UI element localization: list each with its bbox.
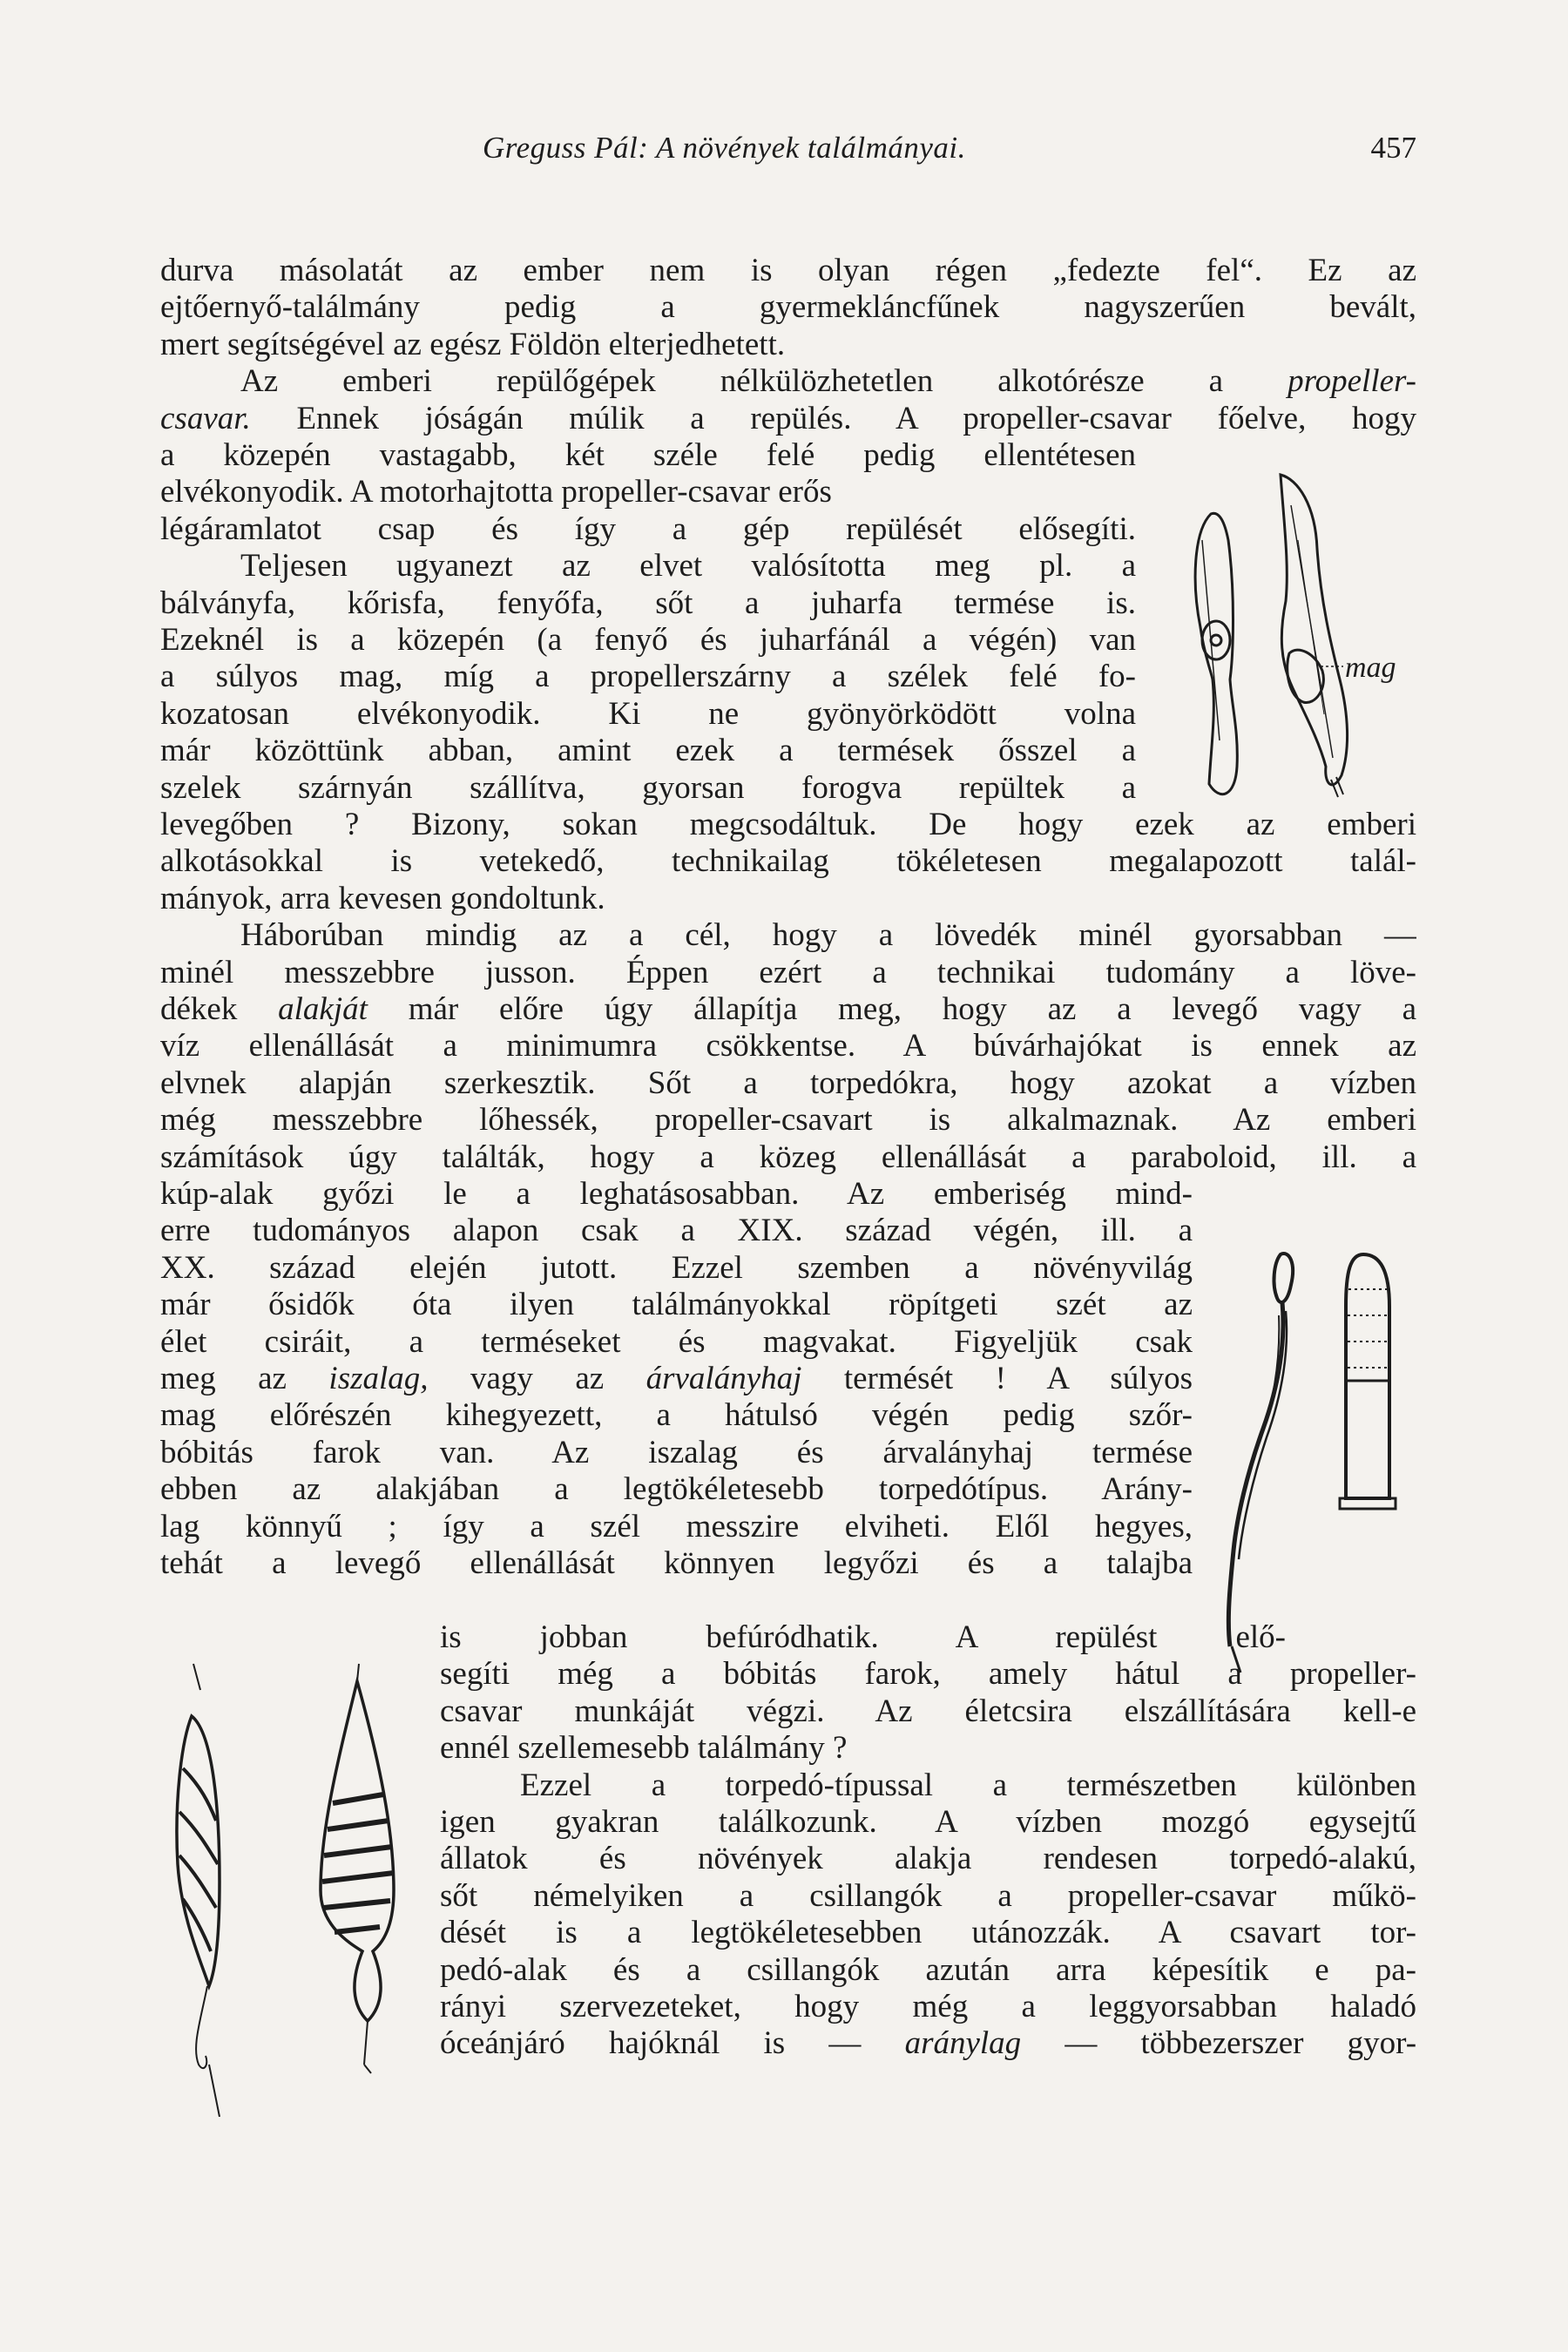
text-line: a súlyos mag, míg a propellerszárny a szélek felé fo-	[160, 659, 1136, 695]
text-line: élet csiráit, a terméseket és magvakat. Figyeljük csak	[160, 1323, 1193, 1360]
text-line: a közepén vastagabb, két széle felé pedig ellentétesen	[160, 437, 1136, 473]
text-line: víz ellenállását a minimumra csökkentse. A búvárhajókat is ennek az	[160, 1028, 1416, 1064]
text-line: ennél szellemesebb találmány ?	[440, 1730, 848, 1767]
text-line: lag könnyű ; így a szél messzire elviheti. Elől hegyes,	[160, 1508, 1193, 1544]
torpedo-seed-figure	[166, 1655, 427, 2117]
text-line: csavar. Ennek jóságán múlik a repülés. A propeller-csavar főelve, hogy	[160, 400, 1416, 436]
text-line: ebben az alakjában a legtökéletesebb torpedótípus. Arány-	[160, 1471, 1193, 1508]
text-line: sőt némelyiken a csillangók a propeller-csavar műkö-	[440, 1877, 1416, 1914]
text-line: alkotásokkal is vetekedő, technikailag tökéletesen megalapozott talál-	[160, 843, 1416, 880]
text-line: még messzebbre lőhessék, propeller-csavart is alkalmaznak. Az emberi	[160, 1102, 1416, 1139]
paragraph-parachute	[160, 253, 1416, 437]
text-line: elvnek alapján szerkesztik. Sőt a torpedókra, hogy azokat a vízben	[160, 1064, 1416, 1101]
text-line: mert segítségével az egész Földön elterjedhetett.	[160, 326, 786, 362]
torpedo-seed-illustration	[166, 1655, 427, 2117]
text-line: igen gyakran találkozunk. A vízben mozgó egysejtű	[440, 1803, 1416, 1840]
text-line: dését is a legtökéletesebben utánozzák. A csavart tor-	[440, 1915, 1416, 1951]
text-line: tehát a levegő ellenállását könnyen legyőzi és a talajba	[160, 1544, 1193, 1581]
paragraph-propeller	[160, 437, 1136, 807]
propeller-seed-illustration	[1159, 453, 1420, 828]
text-line: XX. század elején jutott. Ezzel szemben a növényvilág	[160, 1249, 1193, 1286]
text-line: dékek alakját már előre úgy állapítja meg, hogy az a levegő vagy a	[160, 990, 1416, 1027]
text-line: erre tudományos alapon csak a XIX. század végén, ill. a	[160, 1213, 1193, 1249]
text-line: már ősidők óta ilyen találmányokkal röpítgeti szét az	[160, 1287, 1193, 1323]
text-line: ejtőernyő-találmány pedig a gyermekláncfűnek nagyszerűen bevált,	[160, 289, 1416, 326]
text-line: Háborúban mindig az a cél, hogy a lövedék minél gyorsabban —	[240, 917, 1416, 954]
text-line: Teljesen ugyanezt az elvet valósította meg pl. a	[240, 548, 1136, 585]
text-line: óceánjáró hajóknál is — aránylag — többezerszer gyor-	[440, 2025, 1416, 2062]
seed-bullet-illustration	[1211, 1237, 1429, 1690]
page-header	[160, 131, 1416, 174]
text-line: pedó-alak és a csillangók azután arra képesítik e pa-	[440, 1951, 1416, 1988]
paragraph-torpedo	[160, 1176, 1193, 1582]
seed-and-bullet-figure	[1211, 1237, 1429, 1690]
text-line: Ezzel a torpedó-típussal a természetben különben	[520, 1767, 1416, 1803]
running-title: Greguss Pál: A növények találmányai.	[483, 131, 966, 165]
text-line: Ezeknél is a közepén (a fenyő és juharfánál a végén) van	[160, 621, 1136, 658]
text-line: már közöttünk abban, amint ezek a termések ősszel a	[160, 733, 1136, 769]
text-line: segíti még a bóbitás farok, amely hátul a propeller-	[440, 1656, 1416, 1693]
paragraph-war	[160, 807, 1416, 1176]
text-line: légáramlatot csap és így a gép repülését elősegíti.	[160, 510, 1136, 547]
text-line: állatok és növények alakja rendesen torpedó-alakú,	[440, 1841, 1416, 1877]
text-line: bálványfa, kőrisfa, fenyőfa, sőt a juharfa termése is.	[160, 585, 1136, 621]
text-line: is jobban befúródhatik. A repülést elő-	[440, 1619, 1286, 1655]
text-line: Az emberi repülőgépek nélkülözhetetlen alkotórésze a propeller-	[240, 363, 1416, 400]
text-line: bóbitás farok van. Az iszalag és árvalányhaj termése	[160, 1434, 1193, 1470]
text-line: kúp-alak győzi le a leghatásosabban. Az emberiség mind-	[160, 1176, 1193, 1212]
text-line: szelek szárnyán szállítva, gyorsan forogva repültek a	[160, 769, 1136, 806]
text-line: levegőben ? Bizony, sokan megcsodáltuk. De hogy ezek az emberi	[160, 807, 1416, 842]
text-line: durva másolatát az ember nem is olyan régen „fedezte fel“. Ez az	[160, 253, 1416, 288]
text-line: számítások úgy találták, hogy a közeg ellenállását a paraboloid, ill. a	[160, 1139, 1416, 1175]
text-line: meg az iszalag, vagy az árvalányhaj termését ! A súlyos	[160, 1360, 1193, 1396]
text-line: rányi szervezeteket, hogy még a leggyorsabban haladó	[440, 1988, 1416, 2024]
text-line: mag előrészén kihegyezett, a hátulsó végén pedig szőr-	[160, 1397, 1193, 1434]
figure-label-mag: mag	[1345, 652, 1396, 684]
text-line: csavar munkáját végzi. Az életcsira elszállítására kell-e	[440, 1693, 1416, 1729]
propeller-seed-figure	[1159, 453, 1420, 828]
text-line: minél messzebbre jusson. Éppen ezért a technikai tudomány a löve-	[160, 954, 1416, 990]
text-line: elvékonyodik. A motorhajtotta propeller-csavar erős	[160, 474, 832, 510]
text-line: kozatosan elvékonyodik. Ki ne gyönyörködött volna	[160, 695, 1136, 732]
text-line: mányok, arra kevesen gondoltunk.	[160, 880, 605, 916]
page-number: 457	[1370, 131, 1416, 165]
